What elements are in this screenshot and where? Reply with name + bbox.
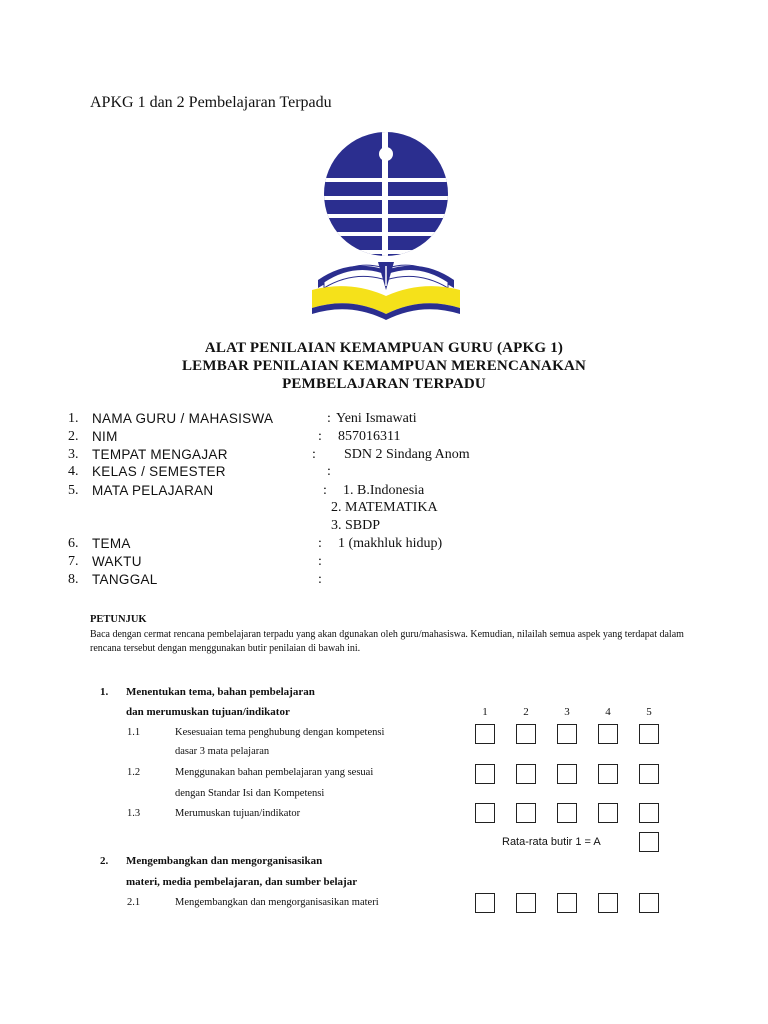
info-row [0,500,768,518]
info-row [0,447,768,465]
info-label: WAKTU [92,554,142,569]
info-label: NIM [92,429,118,444]
section-title-line-2: materi, media pembelajaran, dan sumber belajar [126,876,358,888]
info-number: 8. [68,572,79,587]
info-number: 2. [68,429,79,444]
info-number: 7. [68,554,79,569]
scale-label: 5 [646,706,652,718]
form-title-line-2: LEMBAR PENILAIAN KEMAMPUAN MERENCANAKAN [181,358,587,374]
rating-box-2[interactable] [516,803,536,823]
item-text-line: Menggunakan bahan pembelajaran yang sesuai [175,767,374,778]
item-number: 1.1 [127,727,141,738]
rating-box-4[interactable] [598,893,618,913]
section-title-line-1: Menentukan tema, bahan pembelajaran [126,686,315,698]
info-label: NAMA GURU / MAHASISWA [92,411,274,426]
info-colon: : [318,554,322,569]
info-number: 5. [68,483,79,498]
item-number: 1.3 [127,808,141,819]
document-heading: APKG 1 dan 2 Pembelajaran Terpadu [90,94,332,111]
info-value: 857016311 [338,429,401,444]
item-text-line: dengan Standar Isi dan Kompetensi [175,788,325,799]
scale-label: 3 [564,706,570,718]
rating-box-2[interactable] [516,893,536,913]
section-title-line-1: Mengembangkan dan mengorganisasikan [126,855,323,867]
info-value: 2. MATEMATIKA [331,500,438,515]
info-label: TEMA [92,536,131,551]
info-colon: : [312,447,316,462]
info-label: KELAS / SEMESTER [92,464,226,479]
rating-box-4[interactable] [598,764,618,784]
info-number: 3. [68,447,79,462]
rating-box-3[interactable] [557,893,577,913]
instructions-text: Baca dengan cermat rencana pembelajaran terpadu yang akan dgunakan oleh guru/mahasiswa. Kemudian, nilailah semua aspek yang terdapat dalam rencana tersebut dengan menggunakan butir penilaian di bawah ini. [90,629,684,654]
info-label: TEMPAT MENGAJAR [92,447,228,462]
rating-box-2[interactable] [516,724,536,744]
info-row [0,572,768,590]
rating-box-4[interactable] [598,724,618,744]
rating-box-5[interactable] [639,764,659,784]
info-row [0,536,768,554]
info-number: 6. [68,536,79,551]
section-number: 1. [100,686,109,698]
form-title-line-3: PEMBELAJARAN TERPADU [282,376,486,392]
section-title-line-2: dan merumuskan tujuan/indikator [126,706,290,718]
info-label: MATA PELAJARAN [92,483,214,498]
item-text-line: dasar 3 mata pelajaran [175,746,270,757]
rating-box-3[interactable] [557,724,577,744]
rating-box-5[interactable] [639,803,659,823]
info-colon: : [318,572,322,587]
info-row [0,518,768,536]
info-row [0,411,768,429]
info-colon: : [318,536,322,551]
info-row [0,483,768,501]
section-number: 2. [100,855,109,867]
info-value: 3. SBDP [331,518,381,533]
info-value: SDN 2 Sindang Anom [344,447,470,462]
info-row [0,554,768,572]
info-row [0,464,768,482]
item-number: 1.2 [127,767,141,778]
info-value: 1 (makhluk hidup) [338,536,443,551]
rating-box-1[interactable] [475,893,495,913]
info-number: 4. [68,464,79,479]
average-box[interactable] [639,832,659,852]
rating-box-1[interactable] [475,724,495,744]
instructions-title: PETUNJUK [90,614,147,625]
info-label: TANGGAL [92,572,158,587]
rating-box-2[interactable] [516,764,536,784]
rating-box-4[interactable] [598,803,618,823]
rating-box-1[interactable] [475,764,495,784]
form-title-line-1: ALAT PENILAIAN KEMAMPUAN GURU (APKG 1) [204,340,564,356]
info-number: 1. [68,411,79,426]
info-colon: : [327,464,331,479]
scale-label: 1 [482,706,488,718]
item-text-line: Mengembangkan dan mengorganisasikan materi [175,897,379,908]
info-value: Yeni Ismawati [336,411,417,426]
rating-box-5[interactable] [639,724,659,744]
rating-box-3[interactable] [557,803,577,823]
rating-box-1[interactable] [475,803,495,823]
item-text-line: Kesesuaian tema penghubung dengan kompetensi [175,727,385,738]
info-colon: : [318,429,322,444]
info-value: 1. B.Indonesia [343,483,425,498]
open-book-globe-logo-icon [310,130,462,320]
info-colon: : [327,411,331,426]
rating-box-3[interactable] [557,764,577,784]
item-number: 2.1 [127,897,141,908]
item-text-line: Merumuskan tujuan/indikator [175,808,301,819]
rating-box-5[interactable] [639,893,659,913]
info-row [0,429,768,447]
scale-label: 2 [523,706,529,718]
average-label: Rata-rata butir 1 = A [502,836,601,848]
info-colon: : [323,483,327,498]
scale-label: 4 [605,706,611,718]
